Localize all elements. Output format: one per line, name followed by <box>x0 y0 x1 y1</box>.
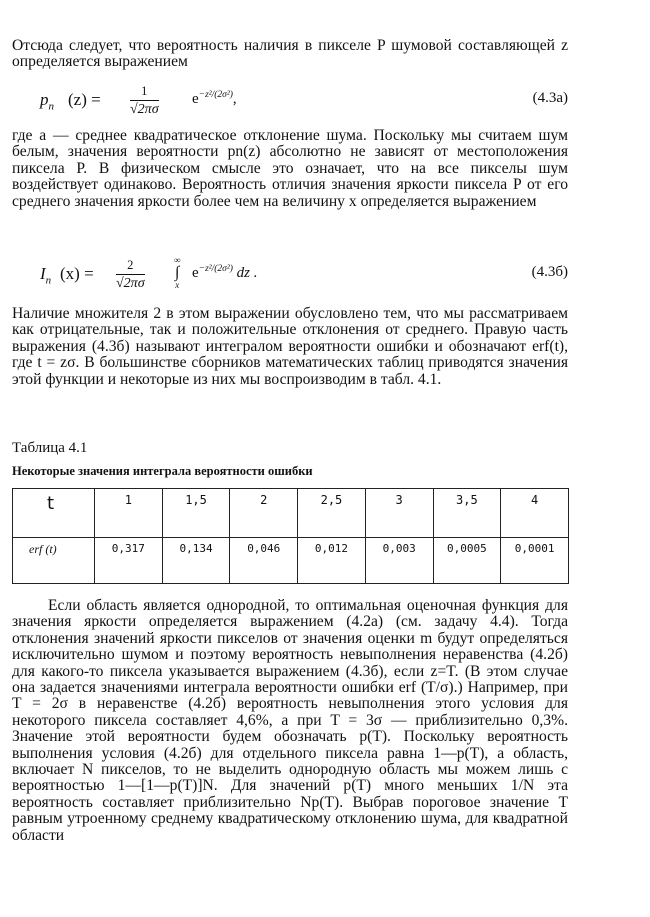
table-caption: Таблица 4.1 <box>12 440 88 456</box>
formula-4-3a <box>40 84 568 128</box>
equation-number: (4.3а) <box>532 90 568 106</box>
erf-table <box>12 488 569 584</box>
formula-lhs: $I_n$ <box>40 264 52 287</box>
formula-lhs: $p_n$ <box>40 90 54 113</box>
table-cell-t: 3,5 <box>433 489 501 538</box>
table-row-t <box>13 489 569 538</box>
table-header-erf: erf (t) <box>13 538 95 584</box>
paragraph-noise: где а — среднее квадратическое отклонение шума. Поскольку мы считаем шум белым, значения вероятности pn(z) абсолютно не зависят от местоположения пиксела P. В физическом смысле это означает, что на все пикселы шум воздействует одинаково. Вероятность отличия значения яркости пиксела P от его среднего значения яркости более чем на величину x определяется выражением <box>12 127 568 210</box>
table-cell-erf: 0,134 <box>162 538 230 584</box>
table-cell-t: 2 <box>230 489 298 538</box>
table-cell-erf: 0,0001 <box>501 538 569 584</box>
formula-lhs-arg: (x) = <box>60 264 94 283</box>
formula-fraction <box>116 258 145 292</box>
table-subcaption: Некоторые значения интеграла вероятности ошибки <box>12 464 313 478</box>
fraction-denominator: √2πσ <box>116 276 145 291</box>
fraction-numerator: 2 <box>116 258 145 275</box>
formula-lhs-arg: (z) = <box>68 90 101 109</box>
paragraph-intro: Отсюда следует, что вероятность наличия в пикселе P шумовой составляющей z определяется выражением <box>12 37 568 71</box>
table-cell-erf: 0,046 <box>230 538 298 584</box>
table-cell-t: 2,5 <box>298 489 366 538</box>
paragraph-erf: Наличие множителя 2 в этом выражении обусловлено тем, что мы рассматриваем как отрицательные, так и положительные отклонения от среднего. Правую часть выражения (4.3б) называют интегралом вероятности ошибки и обозначают erf(t), где t = zσ. В большинстве сборников математических таблиц приводятся значения этой функции и некоторые из них мы воспроизводим в табл. 4.1. <box>12 305 568 388</box>
integral-sign: ∞ ∫ x <box>174 255 181 290</box>
formula-rhs: $e^{-z^2/(2\sigma^2)}$, <box>192 90 237 107</box>
table-cell-erf: 0,317 <box>95 538 163 584</box>
table-cell-t: 3 <box>365 489 433 538</box>
paragraph-homogeneous-region: Если область является однородной, то оптимальная оценочная функция для значения яркости определяется выражением (4.2а) (см. задачу 4.4). Тогда отклонения значений яркости пикселов от значения оценки m будут определяться исключительно шумом и поэтому вероятность невыполнения неравенства (4.2б) для какого-то пиксела указывается выражением (4.3б), если z=T. (В этом случае она задается значениями интеграла вероятности ошибки erf (T/σ).) Например, при T = 2σ в неравенстве (4.2б) вероятность невыполнения этого условия для некоторого пиксела составляет 4,6%, а при T = 3σ — приблизительно 0,3%. Значение этой вероятности будем обозначать p(T). Поскольку вероятность выполнения условия (4.2б) для отдельного пиксела равна 1—p(T), а область, включает N пикселов, то не выделить однородную область мы можем лишь с вероятностью 1—[1—p(T)]N. Для значений p(T) много меньших 1/N эта вероятность составляет приблизительно Np(T). Выбрав пороговое значение T равным утроенному среднему квадратическому отклонению шума, для квадратной области <box>12 597 568 844</box>
table-row-erf <box>13 538 569 584</box>
table-cell-t: 1 <box>95 489 163 538</box>
table-cell-erf: 0,003 <box>365 538 433 584</box>
table-header-t: t <box>13 489 95 538</box>
table-cell-erf: 0,0005 <box>433 538 501 584</box>
table-cell-t: 1,5 <box>162 489 230 538</box>
formula-4-3b <box>40 256 568 300</box>
equation-number: (4.3б) <box>531 264 568 280</box>
formula-fraction <box>130 84 159 118</box>
fraction-denominator: √2πσ <box>130 102 159 117</box>
table-cell-t: 4 <box>501 489 569 538</box>
table-cell-erf: 0,012 <box>298 538 366 584</box>
formula-rhs: $e^{-z^2/(2\sigma^2)}$ dz . <box>192 264 258 281</box>
fraction-numerator: 1 <box>130 84 159 101</box>
